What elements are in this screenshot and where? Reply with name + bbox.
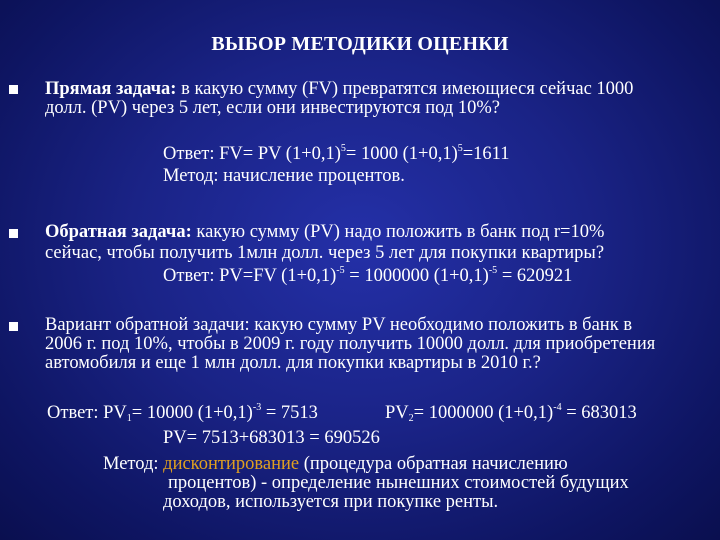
answer3-exp1: -3 (252, 402, 262, 413)
item1-line1 (45, 80, 633, 98)
item1-answer-exp2: 5 (457, 143, 463, 154)
item1-answer-exp1: 5 (340, 143, 346, 154)
answer3-b2: = 683013 (561, 403, 637, 423)
answer3-a2: = 7513 (261, 403, 318, 423)
page-title: ВЫБОР МЕТОДИКИ ОЦЕНКИ (211, 33, 509, 55)
item1-line2: долл. (PV) через 5 лет, если они инвестируются под 10%? (45, 98, 501, 118)
answer3-sub2: 2 (408, 413, 414, 424)
method3-pre: Метод: (103, 454, 164, 474)
method3-line2: процентов) - определение нынешних стоимостей будущих (168, 473, 629, 493)
answer3-b1: = 1000000 (1+0,1) (413, 403, 554, 423)
item2-line2: сейчас, чтобы получить 1млн долл. через 5 лет для покупки квартиры? (45, 243, 605, 263)
item1-answer-mid: = 1000 (1+0,1) (345, 144, 458, 164)
answer3-pv2: PV (385, 403, 409, 423)
item2-answer-pre: Ответ: PV=FV (1+0,1) (163, 266, 337, 286)
answer3-exp2: -4 (553, 402, 562, 413)
bullet-1 (9, 85, 18, 94)
bullet-3 (9, 322, 18, 331)
item2-answer-post: = 620921 (497, 266, 573, 286)
item3-line2: 2006 г. под 10%, чтобы в 2009 г. году получить 10000 долл. для приобретения (45, 334, 656, 354)
item2-answer-exp2: -5 (488, 265, 498, 276)
item1-bold-label: Прямая задача: (45, 79, 177, 99)
item2-bold-label: Обратная задача: (45, 222, 192, 242)
sum-line: PV= 7513+683013 = 690526 (163, 428, 380, 448)
item1-answer (163, 145, 510, 163)
bullet-2 (9, 229, 18, 238)
item3-line1: Вариант обратной задачи: какую сумму PV необходимо положить в банк в (45, 315, 633, 335)
method3-post: (процедура обратная начислению (299, 454, 568, 474)
item1-text1: в какую сумму (FV) превратятся имеющиеся сейчас 1000 (176, 79, 634, 99)
method3-line3: доходов, используется при покупке ренты. (163, 492, 499, 512)
method3-line1 (103, 455, 568, 473)
item1-answer-pre: Ответ: FV= PV (1+0,1) (163, 144, 341, 164)
answer3-part1 (47, 404, 318, 422)
answer3-pre: Ответ: PV (47, 403, 127, 423)
item3-line3: автомобиля и еще 1 млн долл. для покупки квартиры в 2010 г.? (45, 353, 541, 373)
item1-answer-post: =1611 (462, 144, 510, 164)
item1-method: Метод: начисление процентов. (163, 166, 405, 186)
item2-answer-mid: = 1000000 (1+0,1) (344, 266, 489, 286)
answer3-a1: = 10000 (1+0,1) (131, 403, 253, 423)
answer3-sub1: 1 (126, 413, 132, 424)
answer3-part2 (385, 404, 637, 422)
item2-line1 (45, 223, 604, 241)
item2-answer-exp1: -5 (336, 265, 345, 276)
item2-answer (163, 267, 572, 285)
method3-highlight: дисконтирование (163, 454, 300, 474)
item2-text1: какую сумму (PV) надо положить в банк под r=10% (191, 222, 605, 242)
